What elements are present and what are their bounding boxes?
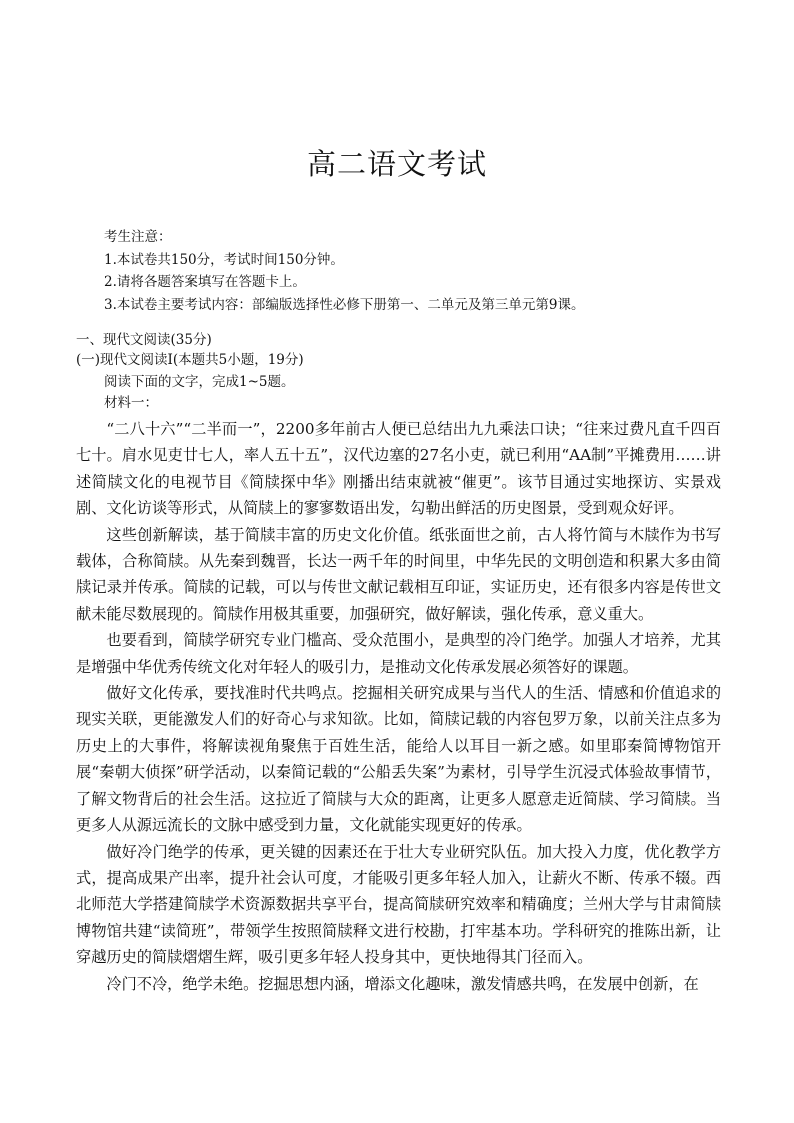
notice-heading: 考生注意：	[104, 229, 172, 245]
section-heading: 一、现代文阅读(35分)	[76, 332, 212, 348]
passage-paragraph: “二八十六”“二半而一”，2200多年前古人便已总结出九九乘法口诀；“往来过费凡直千四百七十。肩水见吏廿七人，率人五十五”，汉代边塞的27名小吏，就已利用“AA制”平摊费用……讲述简牍文化的电视节目《简牍探中华》刚播出结束就被“催更”。该节目通过实地探访、实景戏剧、文化访谈等形式，从简牍上的寥寥数语出发，勾勒出鲜活的历史图景，受到观众好评。	[76, 420, 721, 518]
candidate-notice	[104, 226, 744, 316]
passage-paragraph: 也要看到，简牍学研究专业门槛高、受众范围小，是典型的冷门绝学。加强人才培养，尤其是增强中华优秀传统文化对年轻人的吸引力，是推动文化传承发展必须答好的课题。	[76, 631, 721, 676]
passage-paragraph: 这些创新解读，基于简牍丰富的历史文化价值。纸张面世之前，古人将竹简与木牍作为书写载体，合称简牍。从先秦到魏晋，长达一两千年的时间里，中华先民的文明创造和积累大多由简牍记录并传承。简牍的记载，可以与传世文献记载相互印证，实证历史，还有很多内容是传世文献未能尽数展现的。简牍作用极其重要，加强研究，做好解读，强化传承，意义重大。	[76, 525, 721, 623]
section-sub-heading: (一)现代文阅读Ⅰ(本题共5小题，19分)	[76, 352, 304, 368]
material-label: 材料一：	[104, 395, 158, 411]
passage-paragraph: 做好冷门绝学的传承，更关键的因素还在于壮大专业研究队伍。加大投入力度，优化教学方式，提高成果产出率，提升社会认可度，才能吸引更多年轻人加入，让薪火不断、传承不辍。西北师范大学搭建简牍学术资源数据共享平台，提高简牍研究效率和精确度；兰州大学与甘肃简牍博物馆共建“读简班”，带领学生按照简牍释文进行校勘，打牢基本功。学科研究的推陈出新，让穿越历史的简牍熠熠生辉，吸引更多年轻人投身其中，更快地得其门径而入。	[76, 842, 721, 967]
notice-item-2: 2.请将各题答案填写在答题卡上。	[104, 274, 306, 291]
passage-paragraph: 做好文化传承，要找准时代共鸣点。挖掘相关研究成果与当代人的生活、情感和价值追求的现实关联，更能激发人们的好奇心与求知欲。比如，简牍记载的内容包罗万象，以前关注点多为历史上的大事件，将解读视角聚焦于百姓生活，能给人以耳目一新之感。如里耶秦简博物馆开展“秦朝大侦探”研学活动，以秦简记载的“公船丢失案”为素材，引导学生沉浸式体验故事情节，了解文物背后的社会生活。这拉近了简牍与大众的距离，让更多人愿意走近简牍、学习简牍。当更多人从源远流长的文脉中感受到力量，文化就能实现更好的传承。	[76, 684, 721, 835]
passage-paragraph: 冷门不冷，绝学未绝。挖掘思想内涵，增添文化趣味，激发情感共鸣，在发展中创新，在	[106, 974, 699, 993]
notice-item-1: 1.本试卷共150分，考试时间150分钟。	[104, 251, 344, 268]
exam-title: 高二语文考试	[306, 147, 487, 181]
reading-instruction: 阅读下面的文字，完成1~5题。	[104, 374, 295, 390]
notice-item-3: 3.本试卷主要考试内容：部编版选择性必修下册第一、二单元及第三单元第9课。	[104, 296, 585, 313]
reading-passage	[76, 416, 721, 997]
